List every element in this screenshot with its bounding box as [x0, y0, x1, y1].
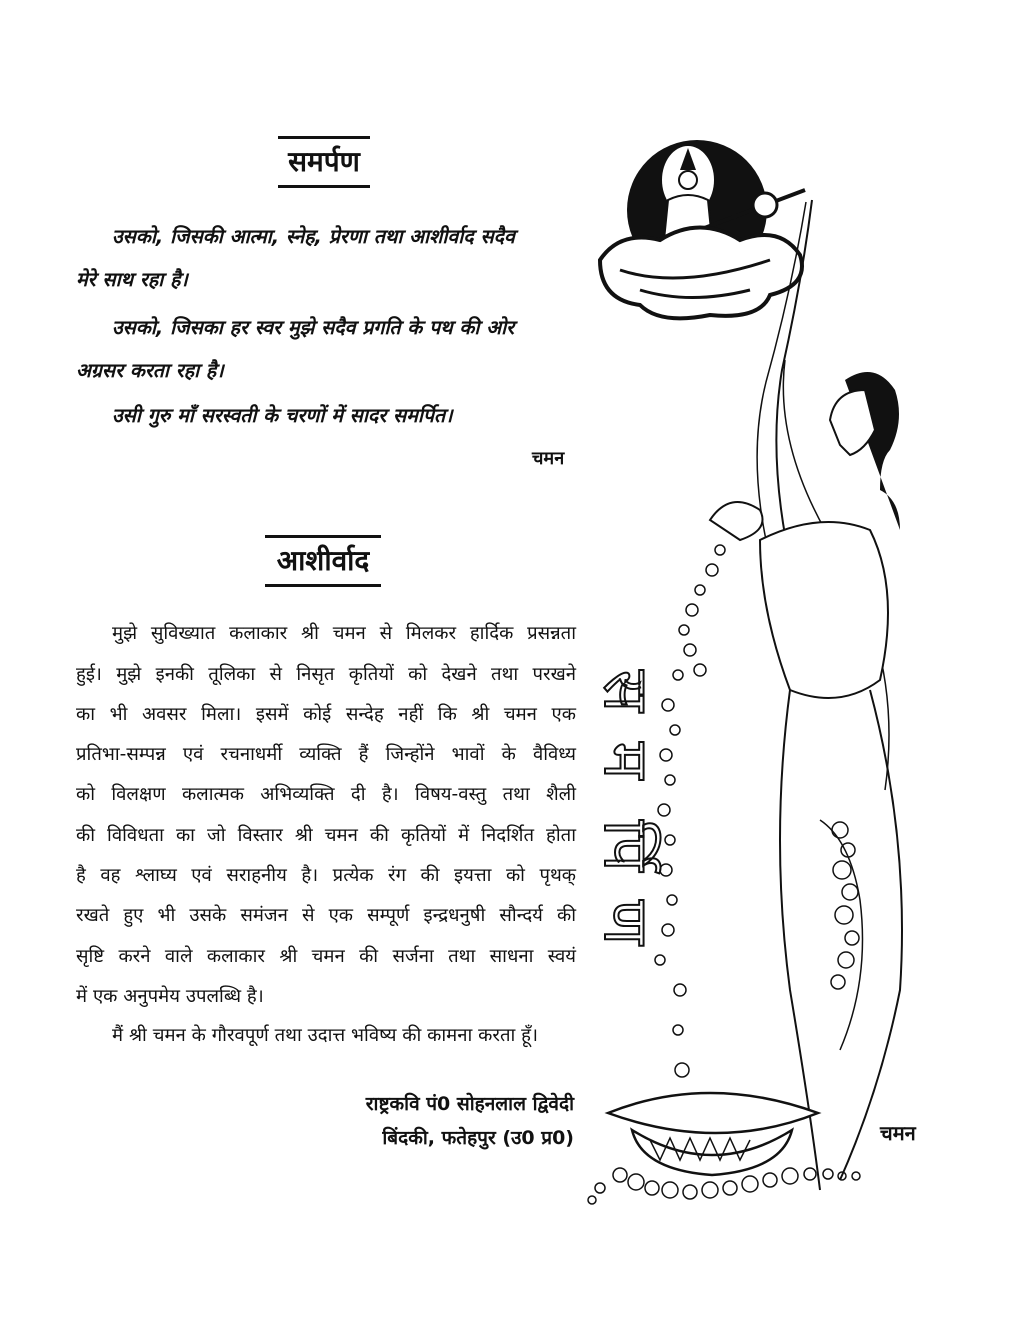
- blessing-line: की विविधता का जो विस्तार श्री चमन की कृतियों में निदर्शित होता: [76, 825, 576, 846]
- blessing-line: हुई। मुझे इनकी तूलिका से निसृत कृतियों को देखने तथा परखने: [76, 664, 576, 685]
- dedication-line: उसी गुरु माँ सरस्वती के चरणों में सादर समर्पित।: [112, 404, 453, 427]
- diya-lamp: [608, 1093, 818, 1175]
- dedication-signature: चमन: [532, 448, 565, 469]
- vertical-title-letters: [590, 670, 663, 946]
- blessing-line: मुझे सुविख्यात कलाकार श्री चमन से मिलकर हार्दिक प्रसन्नता: [112, 623, 576, 644]
- blessing-line: प्रतिभा-सम्पन्न एवं रचनाधर्मी व्यक्ति हैं जिन्होंने भावों के वैविध्य: [76, 744, 576, 765]
- woman-figure: [710, 372, 902, 1190]
- dedication-line: मेरे साथ रहा है।: [76, 268, 188, 291]
- dedication-line: उसको, जिसकी आत्मा, स्नेह, प्रेरणा तथा आशीर्वाद सदैव: [112, 225, 515, 248]
- dedication-line: उसको, जिसका हर स्वर मुझे सदैव प्रगति के पथ की ओर: [112, 316, 515, 339]
- blessing-line: सृष्टि करने वाले कलाकार श्री चमन की सर्जना तथा साधना स्वयं: [76, 946, 576, 967]
- ashirvad-heading: [265, 535, 381, 587]
- saraswati-emblem: [600, 140, 805, 318]
- artist-signature: चमन: [880, 1121, 916, 1145]
- svg-text:म: म: [590, 742, 663, 780]
- samarpan-title: समर्पण: [288, 145, 360, 178]
- blessing-signature-place: बिंदकी, फतेहपुर (उ0 प्र0): [382, 1127, 574, 1149]
- heading-rule-bottom: [265, 584, 381, 587]
- svg-text:स: स: [590, 670, 663, 712]
- blessing-signature-name: राष्ट्रकवि पं0 सोहनलाल द्विवेदी: [365, 1093, 574, 1115]
- blessing-line: रखते हुए भी उसके समंजन से एक सम्पूर्ण इन्द्रधनुषी सौन्दर्य की: [76, 905, 576, 926]
- svg-text:र्पि: र्पि: [590, 820, 663, 872]
- blessing-line: में एक अनुपमेय उपलब्धि है।: [76, 986, 264, 1007]
- blessing-line: का भी अवसर मिला। इसमें कोई सन्देह नहीं कि श्री चमन एक: [76, 704, 576, 725]
- samarpan-heading: [278, 136, 370, 188]
- dedication-line: अग्रसर करता रहा है।: [76, 359, 224, 382]
- heading-rule-bottom: [278, 185, 370, 188]
- illustration: [580, 130, 980, 1230]
- svg-text:ण: ण: [590, 900, 663, 945]
- blessing-line: को विलक्षण कलात्मक अभिव्यक्ति दी है। विषय-वस्तु तथा शैली: [76, 784, 576, 805]
- ashirvad-title: आशीर्वाद: [276, 544, 370, 577]
- blessing-closing-line: मैं श्री चमन के गौरवपूर्ण तथा उदात्त भविष्य की कामना करता हूँ।: [112, 1025, 539, 1046]
- bead-stream: [655, 545, 725, 1077]
- blessing-line: है वह श्लाघ्य एवं सराहनीय है। प्रत्येक रंग की इयत्ता को पृथक्: [76, 865, 576, 886]
